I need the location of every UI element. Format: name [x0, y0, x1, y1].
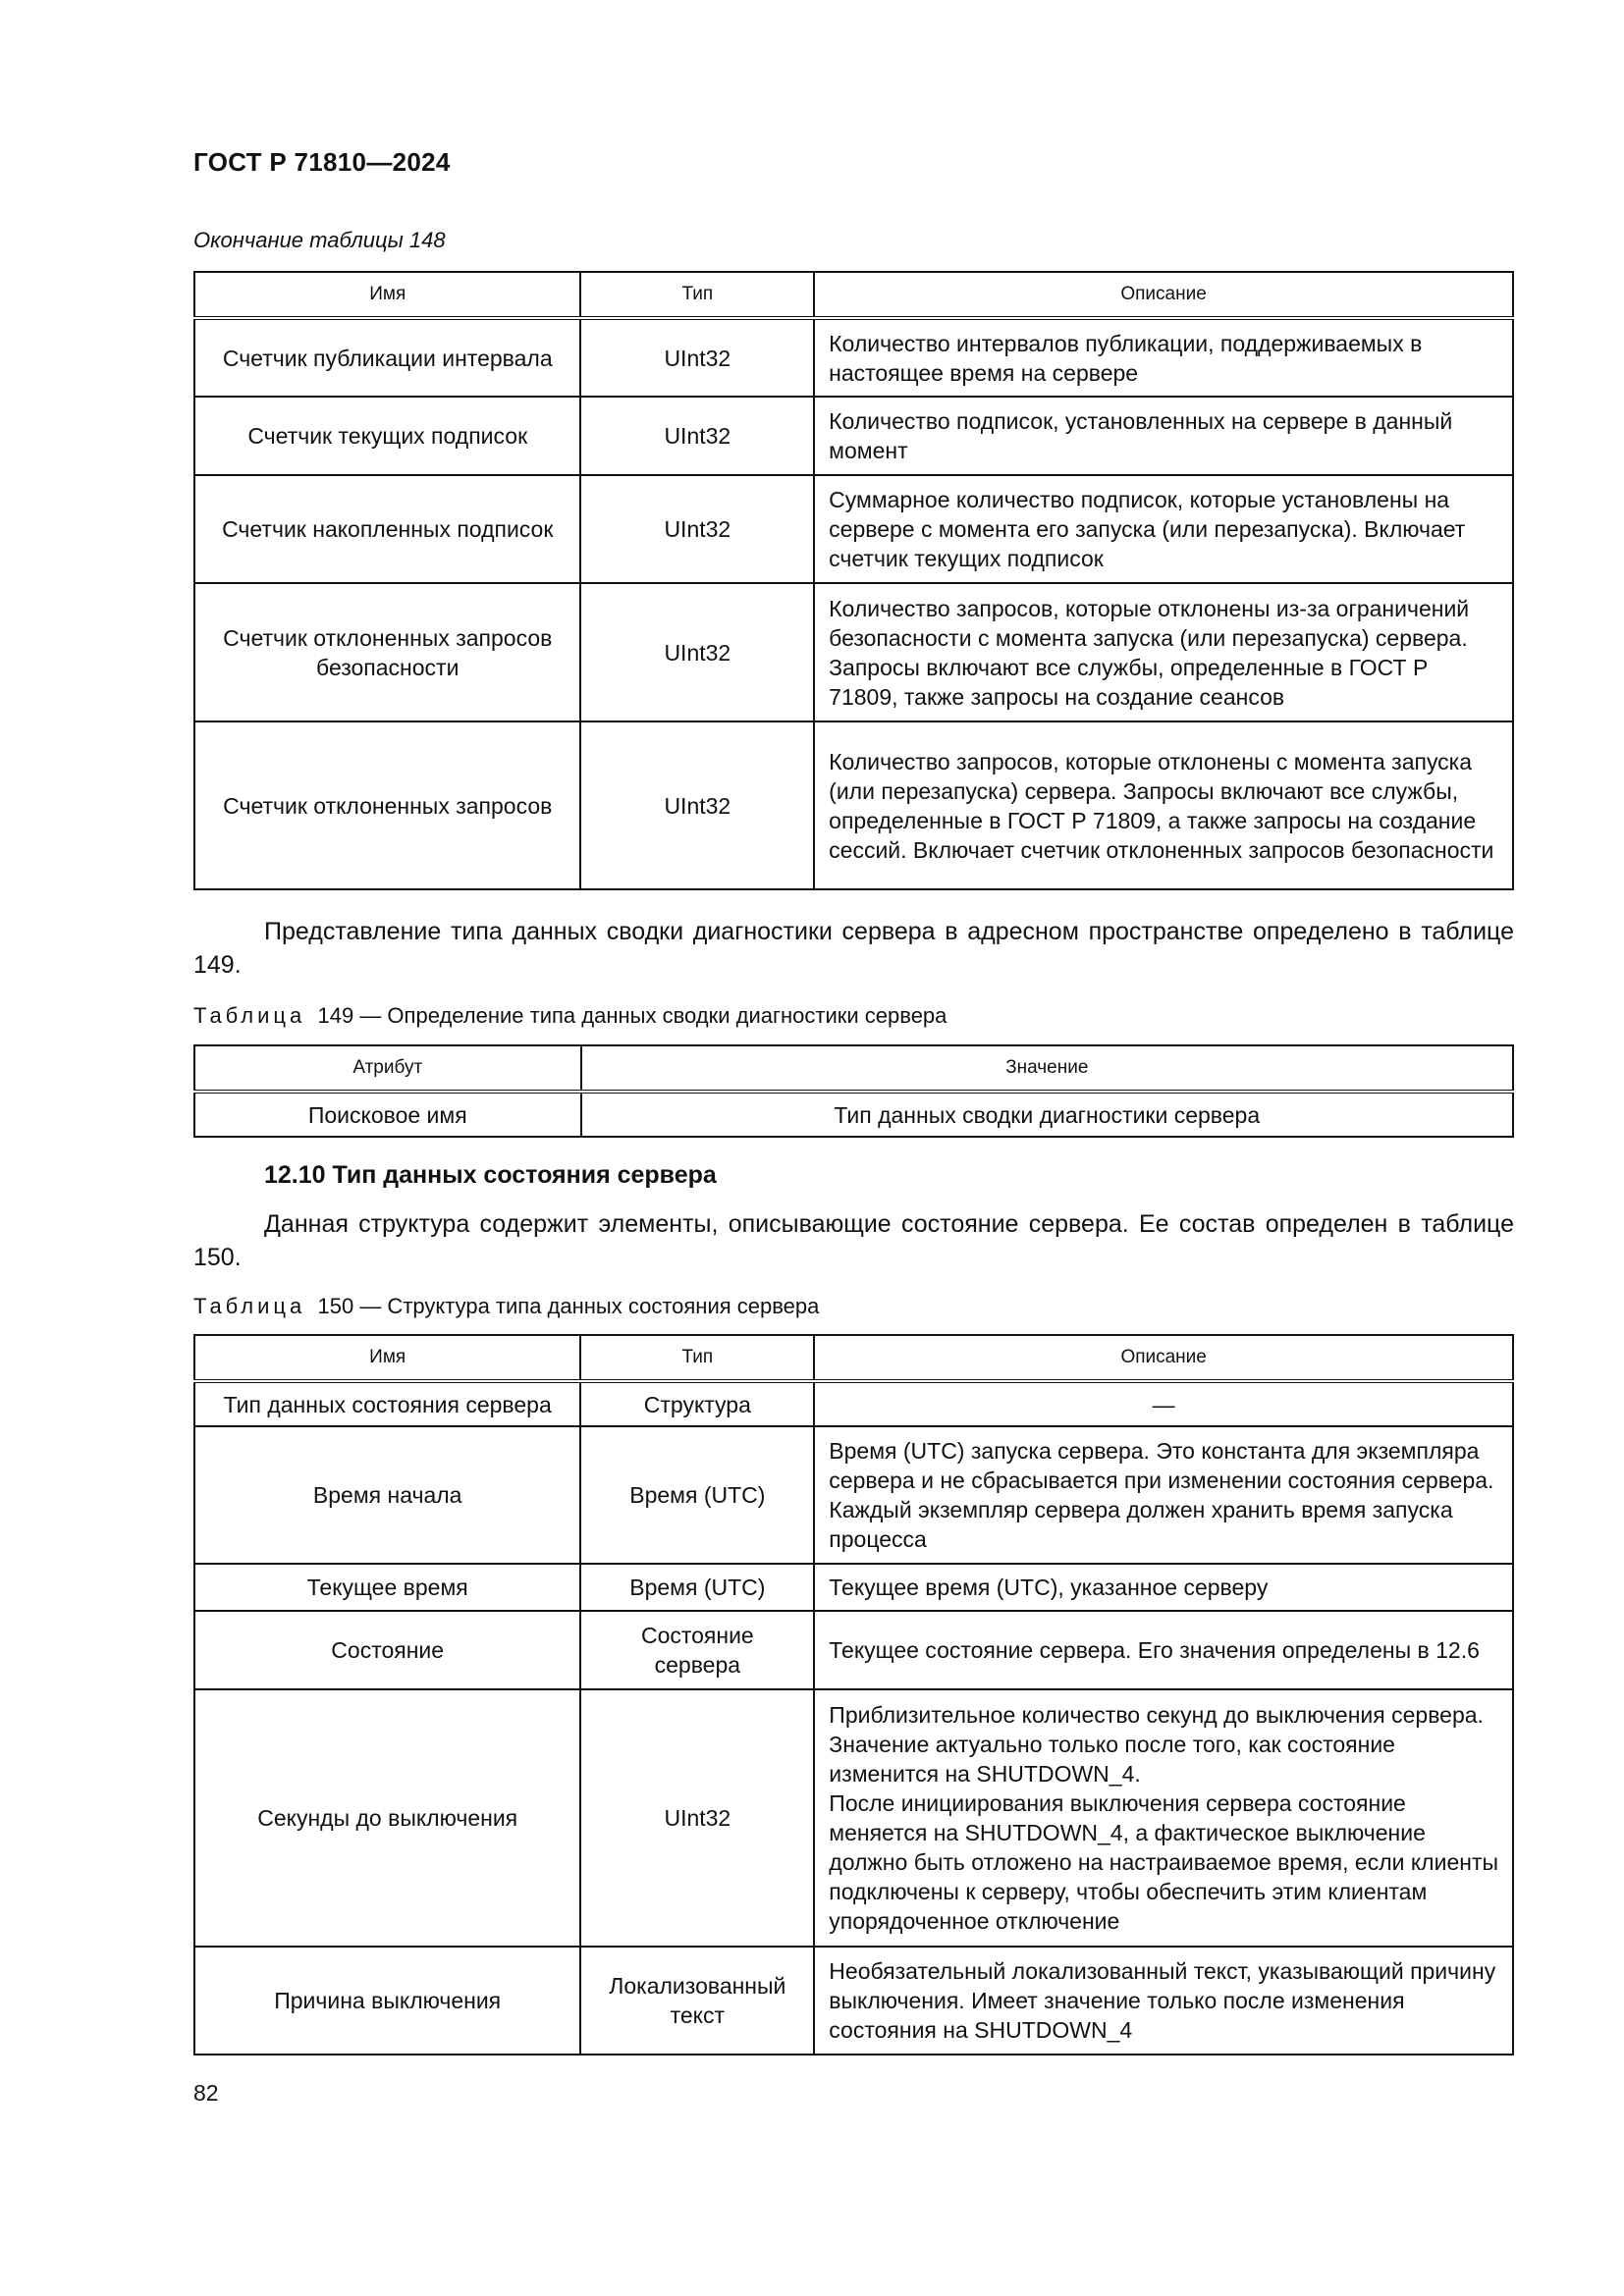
cell-description: Количество запросов, которые отклонены с момента запуска (или перезапуска) сервера. Запросы включают все службы, определенные в ГОСТ Р 71809, а также запросы на создание сессий. Включает счетчик отклоненных запросов безопасности [814, 721, 1513, 889]
table-150 [193, 1334, 1514, 2056]
table-row [194, 1611, 1513, 1689]
cell-description: Количество запросов, которые отклонены из-за ограничений безопасности с момента запуска (или перезапуска) сервера. Запросы включают все службы, определенные в ГОСТ Р 71809, также запросы на создание сеансов [814, 583, 1513, 721]
column-header-name: Имя [194, 272, 580, 318]
table148-caption: Окончание таблицы 148 [193, 228, 446, 252]
column-header-description: Описание [814, 272, 1513, 318]
cell-type: UInt32 [580, 1689, 814, 1947]
cell-type: UInt32 [580, 721, 814, 889]
cell-type: UInt32 [580, 583, 814, 721]
table-row [194, 721, 1513, 889]
table-header-row [194, 1045, 1513, 1092]
cell-description: Время (UTC) запуска сервера. Это константа для экземпляра сервера и не сбрасывается при изменении состояния сервера. Каждый экземпляр сервера должен хранить время запуска процесса [814, 1426, 1513, 1564]
table-header-row [194, 1335, 1513, 1381]
cell-name: Счетчик отклоненных запросов безопасности [194, 583, 580, 721]
cell-name: Счетчик текущих подписок [194, 397, 580, 475]
column-header-name: Имя [194, 1335, 580, 1381]
cell-name: Счетчик отклоненных запросов [194, 721, 580, 889]
table-row [194, 475, 1513, 583]
table-row [194, 1381, 1513, 1426]
table-row [194, 1092, 1513, 1137]
cell-name: Секунды до выключения [194, 1689, 580, 1947]
table-row [194, 397, 1513, 475]
section-title: 12.10 Тип данных состояния сервера [264, 1161, 717, 1189]
cell-type: Структура [580, 1381, 814, 1426]
cell-name: Текущее время [194, 1564, 580, 1611]
table149-caption-word: Таблица [193, 1003, 306, 1028]
column-header-type: Тип [580, 272, 814, 318]
table-row [194, 1564, 1513, 1611]
column-header-attribute: Атрибут [194, 1045, 581, 1092]
cell-type: Время (UTC) [580, 1564, 814, 1611]
cell-name: Счетчик накопленных подписок [194, 475, 580, 583]
table-row [194, 318, 1513, 397]
table149-caption-text: 149 — Определение типа данных сводки диагностики сервера [317, 1003, 947, 1028]
cell-type: Состояние сервера [580, 1611, 814, 1689]
cell-description [814, 1689, 1513, 1947]
table150-caption-word: Таблица [193, 1294, 306, 1318]
cell-description: Количество подписок, установленных на сервере в данный момент [814, 397, 1513, 475]
cell-type: UInt32 [580, 397, 814, 475]
column-header-type: Тип [580, 1335, 814, 1381]
table-row [194, 1689, 1513, 1947]
table149-caption [193, 1003, 947, 1029]
cell-description: Суммарное количество подписок, которые установлены на сервере с момента его запуска (или перезапуска). Включает счетчик текущих подписок [814, 475, 1513, 583]
table-row [194, 1426, 1513, 1564]
cell-description-part2: После инициирования выключения сервера состояние меняется на SHUTDOWN_4, а фактическое выключение должно быть отложено на настраиваемое время, если клиенты подключены к серверу, чтобы обеспечить этим клиентам упорядоченное отключение [829, 1790, 1499, 1934]
cell-name: Тип данных состояния сервера [194, 1381, 580, 1426]
cell-description: Текущее время (UTC), указанное серверу [814, 1564, 1513, 1611]
table-header-row [194, 272, 1513, 318]
table-149 [193, 1044, 1514, 1138]
paragraph-section-intro: Данная структура содержит элементы, описывающие состояние сервера. Ее состав определен в таблице 150. [193, 1210, 1514, 1271]
column-header-value: Значение [581, 1045, 1513, 1092]
cell-description: Текущее состояние сервера. Его значения определены в 12.6 [814, 1611, 1513, 1689]
cell-attribute: Поисковое имя [194, 1092, 581, 1137]
table-148 [193, 271, 1514, 890]
table-row [194, 583, 1513, 721]
cell-type: UInt32 [580, 475, 814, 583]
cell-description: Необязательный локализованный текст, указывающий причину выключения. Имеет значение только после изменения состояния на SHUTDOWN_4 [814, 1947, 1513, 2055]
cell-description-part1: Приблизительное количество секунд до выключения сервера. Значение актуально только после того, как состояние изменится на SHUTDOWN_4. [829, 1702, 1484, 1787]
table150-caption [193, 1294, 819, 1319]
column-header-description: Описание [814, 1335, 1513, 1381]
page-number: 82 [193, 2080, 219, 2106]
cell-value: Тип данных сводки диагностики сервера [581, 1092, 1513, 1137]
cell-type: Локализованный текст [580, 1947, 814, 2055]
cell-description: — [814, 1381, 1513, 1426]
cell-name: Состояние [194, 1611, 580, 1689]
table-row [194, 1947, 1513, 2055]
paragraph-table149-intro: Представление типа данных сводки диагностики сервера в адресном пространстве определено в таблице 149. [193, 918, 1514, 979]
cell-name: Счетчик публикации интервала [194, 318, 580, 397]
cell-type: Время (UTC) [580, 1426, 814, 1564]
table150-caption-text: 150 — Структура типа данных состояния сервера [317, 1294, 820, 1318]
cell-name: Причина выключения [194, 1947, 580, 2055]
cell-description: Количество интервалов публикации, поддерживаемых в настоящее время на сервере [814, 318, 1513, 397]
cell-type: UInt32 [580, 318, 814, 397]
cell-name: Время начала [194, 1426, 580, 1564]
document-header: ГОСТ Р 71810—2024 [193, 147, 451, 177]
